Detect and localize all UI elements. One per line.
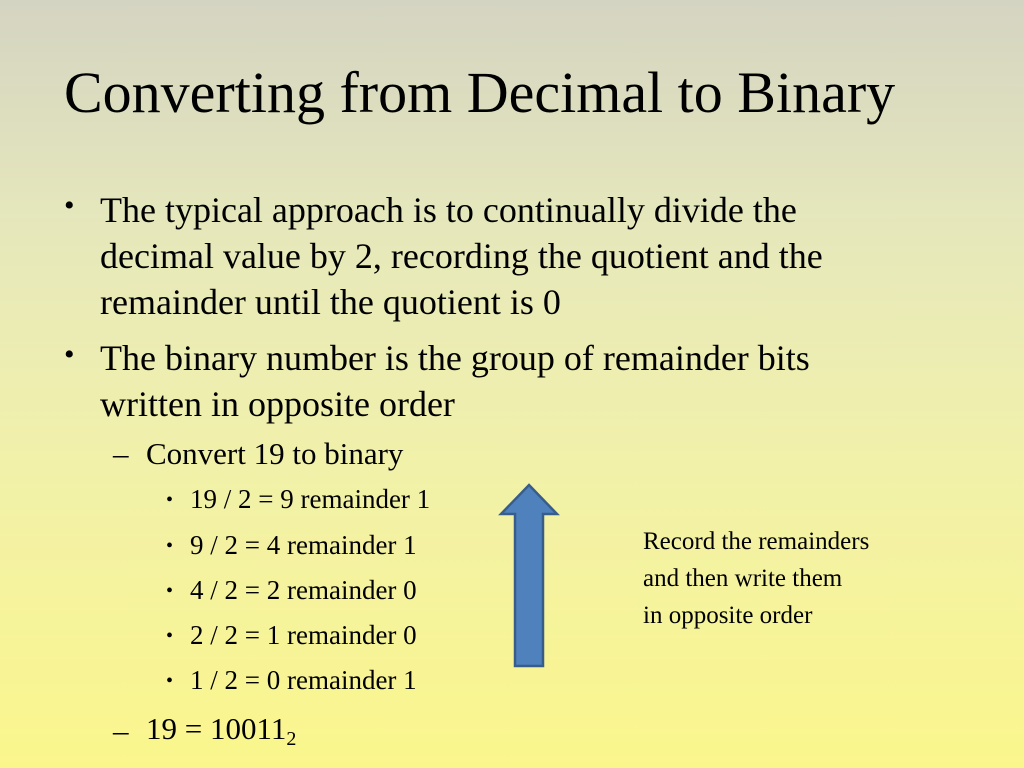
note-line-2: and then write them [643, 565, 843, 592]
bullet-glyph: • [166, 580, 174, 602]
arrow-shape [501, 485, 557, 666]
dash-glyph: – [113, 713, 129, 748]
result-line [146, 711, 297, 750]
step-5: 1 / 2 = 0 remainder 1 [190, 665, 417, 695]
note-line-1: Record the remainders [643, 528, 870, 555]
bullet-1-line-1: The typical approach is to continually divide the [100, 190, 797, 230]
bullet-2-line-1: The binary number is the group of remainder bits [100, 338, 810, 378]
bullet-glyph: • [166, 535, 174, 557]
bullet-glyph: • [64, 338, 75, 371]
note-text [643, 523, 869, 634]
result-value: 19 = 10011 [146, 711, 287, 746]
slide-title: Converting from Decimal to Binary [64, 60, 896, 125]
bullet-glyph: • [166, 489, 174, 511]
dash-glyph: – [113, 436, 129, 471]
bullet-1-line-3: remainder until the quotient is 0 [100, 282, 561, 322]
up-arrow-icon [498, 483, 560, 669]
bullet-1-line-2: decimal value by 2, recording the quotient and the [100, 236, 823, 276]
note-line-3: in opposite order [643, 602, 813, 629]
bullet-glyph: • [166, 625, 174, 647]
bullet-2-line-2: written in opposite order [100, 384, 455, 424]
sub-bullet-convert: Convert 19 to binary [146, 436, 404, 471]
step-4: 2 / 2 = 1 remainder 0 [190, 620, 417, 650]
step-3: 4 / 2 = 2 remainder 0 [190, 575, 417, 605]
step-2: 9 / 2 = 4 remainder 1 [190, 530, 417, 560]
result-subscript: 2 [286, 728, 297, 750]
bullet-glyph: • [64, 189, 75, 222]
bullet-glyph: • [166, 670, 174, 692]
step-1: 19 / 2 = 9 remainder 1 [190, 484, 431, 514]
